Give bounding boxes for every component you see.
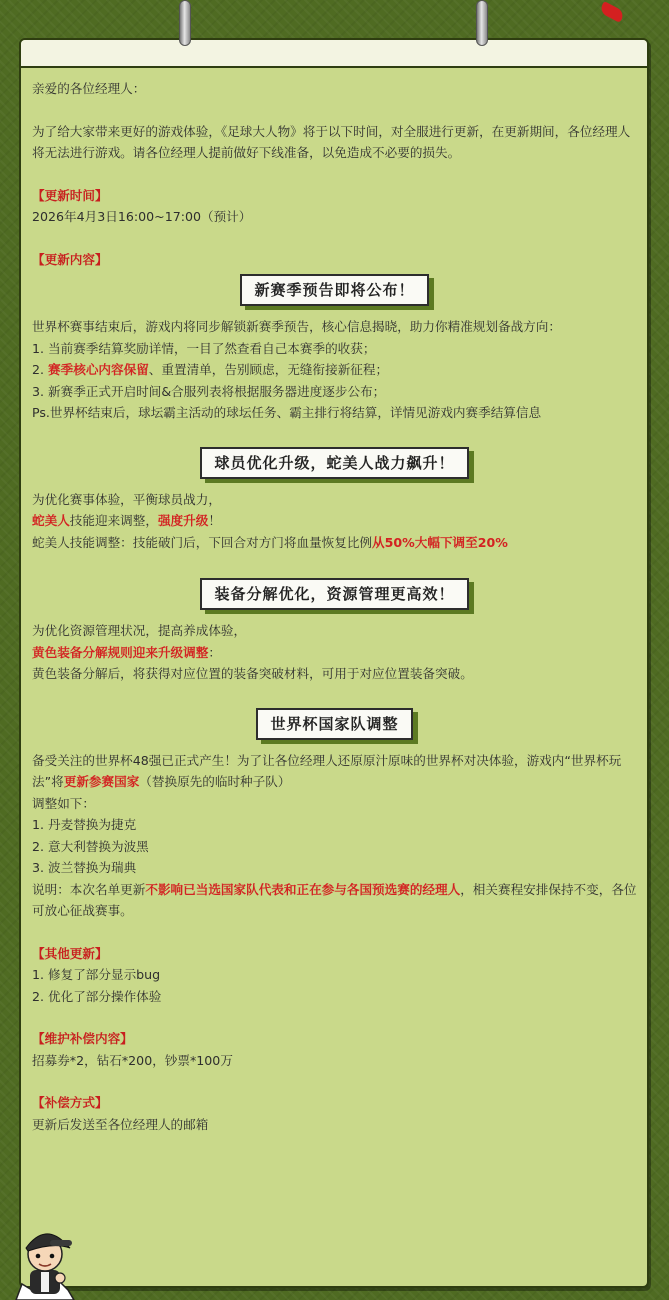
intro-paragraph: 为了给大家带来更好的游戏体验，《足球大人物》将于以下时间，对全服进行更新，在更新期间，各位经理人将无法进行游戏。请各位经理人提前做好下线准备，以免造成不必要的损失。	[32, 123, 631, 160]
update-content-heading: 【更新内容】	[32, 251, 108, 267]
mascot-character-icon	[14, 1218, 76, 1300]
binder-ring-left	[179, 0, 191, 46]
red-ribbon-decoration	[599, 1, 626, 23]
other-update-item: 1. 修复了部分显示bug	[32, 967, 161, 982]
section-line: Ps.世界杯结束后，球坛霸主活动的球坛任务、霸主排行将结算，详情见游戏内赛季结算信息	[32, 405, 542, 420]
compensation-method-heading: 【补偿方式】	[32, 1095, 108, 1110]
section-line: 1. 丹麦替换为捷克	[32, 817, 137, 832]
section-line: 说明：本次名单更新不影响已当选国家队代表和正在参与各国预选赛的经理人，相关赛程安排保持不变，各位可放心征战赛事。	[32, 881, 637, 918]
section-line: 调整如下：	[32, 795, 95, 811]
section-line: 备受关注的世界杯48强已正式产生！为了让各位经理人还原原汁原味的世界杯对决体验，游戏内“世界杯玩法”将更新参赛国家（替换原先的临时种子队）	[32, 752, 622, 789]
section-line: 蛇美人技能调整：技能破门后，下回合对方门将血量恢复比例从50%大幅下调至20%	[32, 534, 508, 550]
compensation-method-value: 更新后发送至各位经理人的邮箱	[32, 1116, 209, 1132]
section-line: 1. 当前赛季结算奖励详情，一目了然查看自己本赛季的收获；	[32, 340, 376, 356]
section-banner-equipment: 装备分解优化，资源管理更高效！	[200, 578, 468, 610]
section-line: 2. 意大利替换为波黑	[32, 838, 149, 854]
section-line: 蛇美人技能迎来调整，强度升级！	[32, 513, 221, 528]
panel-header-strip	[21, 40, 647, 68]
section-line: 黄色装备分解后，将获得对应位置的装备突破材料，可用于对应位置装备突破。	[32, 666, 473, 681]
section-line: 为优化资源管理状况，提高养成体验，	[32, 623, 247, 638]
highlight-text: 黄色装备分解规则迎来升级调整	[32, 644, 209, 660]
other-updates-heading: 【其他更新】	[32, 945, 108, 961]
highlight-text: 不影响已当选国家队代表和正在参与各国预选赛的经理人	[145, 881, 461, 897]
greeting: 亲爱的各位经理人：	[32, 81, 146, 96]
section-line: 世界杯赛事结束后，游戏内将同步解锁新赛季预告，核心信息揭晓，助力你精准规划备战方向：	[32, 319, 561, 334]
other-update-item: 2. 优化了部分操作体验	[32, 988, 162, 1004]
section-line: 3. 波兰替换为瑞典	[32, 860, 137, 875]
section-line: 2. 赛季核心内容保留、重置清单，告别顾虑，无缝衔接新征程；	[32, 362, 389, 377]
highlight-text: 强度升级	[157, 513, 209, 528]
highlight-text: 更新参赛国家	[63, 774, 140, 789]
highlight-text: 赛季核心内容保留	[48, 362, 149, 377]
update-time-heading: 【更新时间】	[32, 187, 108, 203]
announcement-content	[21, 68, 647, 1135]
binder-ring-right	[476, 0, 488, 46]
section-banner-new-season: 新赛季预告即将公布！	[240, 274, 428, 306]
update-time-value: 2026年4月3日16:00~17:00（预计）	[32, 209, 252, 224]
section-banner-player-upgrade: 球员优化升级，蛇美人战力飙升！	[200, 447, 468, 479]
section-line: 黄色装备分解规则迎来升级调整：	[32, 644, 221, 660]
section-line: 3. 新赛季正式开启时间&合服列表将根据服务器进度逐步公布；	[32, 383, 386, 399]
highlight-text: 从50%大幅下调至20%	[372, 534, 508, 550]
section-banner-world-cup-teams: 世界杯国家队调整	[256, 708, 412, 740]
section-line: 为优化赛事体验，平衡球员战力，	[32, 491, 221, 507]
highlight-text: 蛇美人	[32, 513, 70, 528]
compensation-value: 招募券*2，钻石*200，钞票*100万	[32, 1052, 233, 1068]
announcement-panel	[19, 38, 649, 1288]
compensation-heading: 【维护补偿内容】	[32, 1031, 133, 1046]
